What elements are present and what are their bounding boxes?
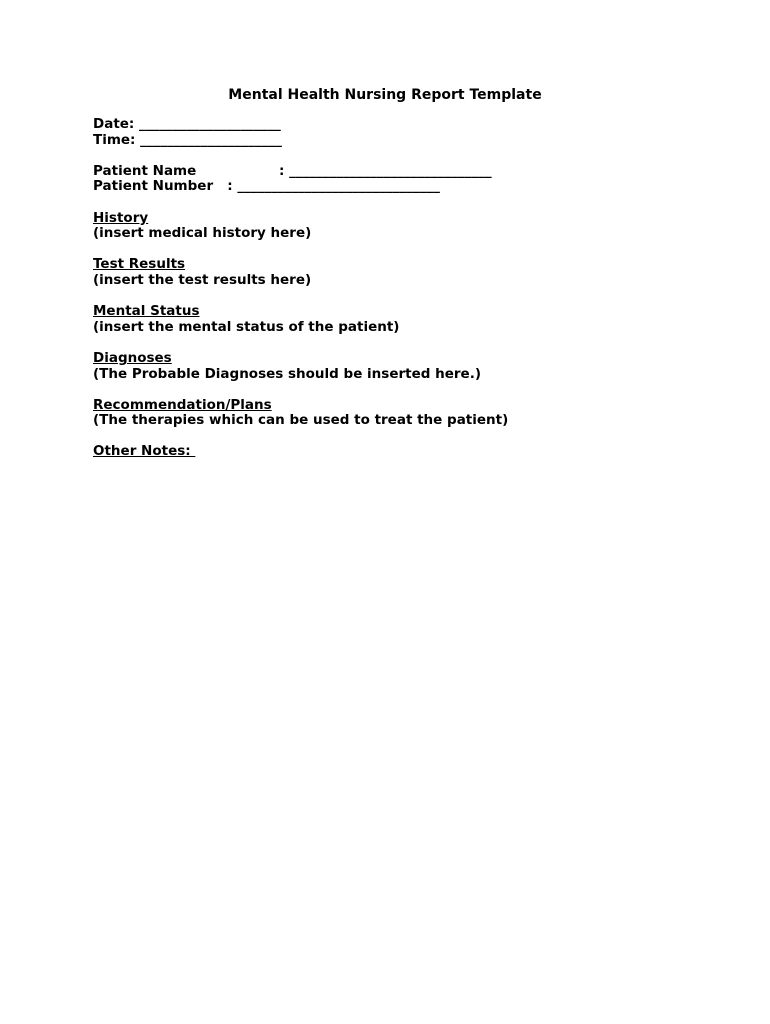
recommendation-plans-heading: Recommendation/Plans bbox=[93, 396, 272, 413]
patient-name-separator: : bbox=[279, 162, 285, 179]
history-text: (insert medical history here) bbox=[93, 225, 312, 242]
mental-status-text: (insert the mental status of the patient) bbox=[93, 318, 400, 335]
history-heading: History bbox=[93, 209, 149, 226]
patient-number-label: Patient Number bbox=[93, 178, 214, 195]
date-line bbox=[93, 117, 733, 133]
mental-status-heading: Mental Status bbox=[93, 303, 200, 320]
patient-name-line bbox=[93, 164, 733, 180]
date-label: Date: bbox=[93, 116, 135, 132]
document-title: Mental Health Nursing Report Template bbox=[228, 87, 542, 103]
spacer bbox=[93, 289, 733, 305]
document-body bbox=[93, 117, 733, 460]
diagnoses-heading: Diagnoses bbox=[93, 349, 172, 366]
date-blank: _____________________ bbox=[139, 116, 281, 132]
patient-name-blank: ______________________________ bbox=[289, 162, 492, 179]
patient-name-label: Patient Name bbox=[93, 162, 197, 179]
spacer bbox=[93, 335, 733, 351]
time-label: Time: bbox=[93, 131, 136, 148]
time-blank: _____________________ bbox=[140, 131, 282, 148]
patient-number-blank: ______________________________ bbox=[237, 178, 440, 195]
patient-number-line bbox=[93, 179, 733, 195]
test-results-heading: Test Results bbox=[93, 256, 186, 273]
patient-number-separator: : bbox=[227, 178, 233, 195]
time-line bbox=[93, 133, 733, 149]
spacer bbox=[93, 242, 733, 258]
other-notes-heading: Other Notes: bbox=[93, 443, 196, 460]
spacer bbox=[93, 195, 733, 211]
spacer bbox=[93, 148, 733, 164]
test-results-text: (insert the test results here) bbox=[93, 271, 312, 288]
recommendation-plans-text: (The therapies which can be used to treat the patient) bbox=[93, 412, 509, 429]
diagnoses-text: (The Probable Diagnoses should be inserted here.) bbox=[93, 365, 481, 382]
spacer bbox=[93, 382, 733, 398]
spacer bbox=[93, 429, 733, 445]
